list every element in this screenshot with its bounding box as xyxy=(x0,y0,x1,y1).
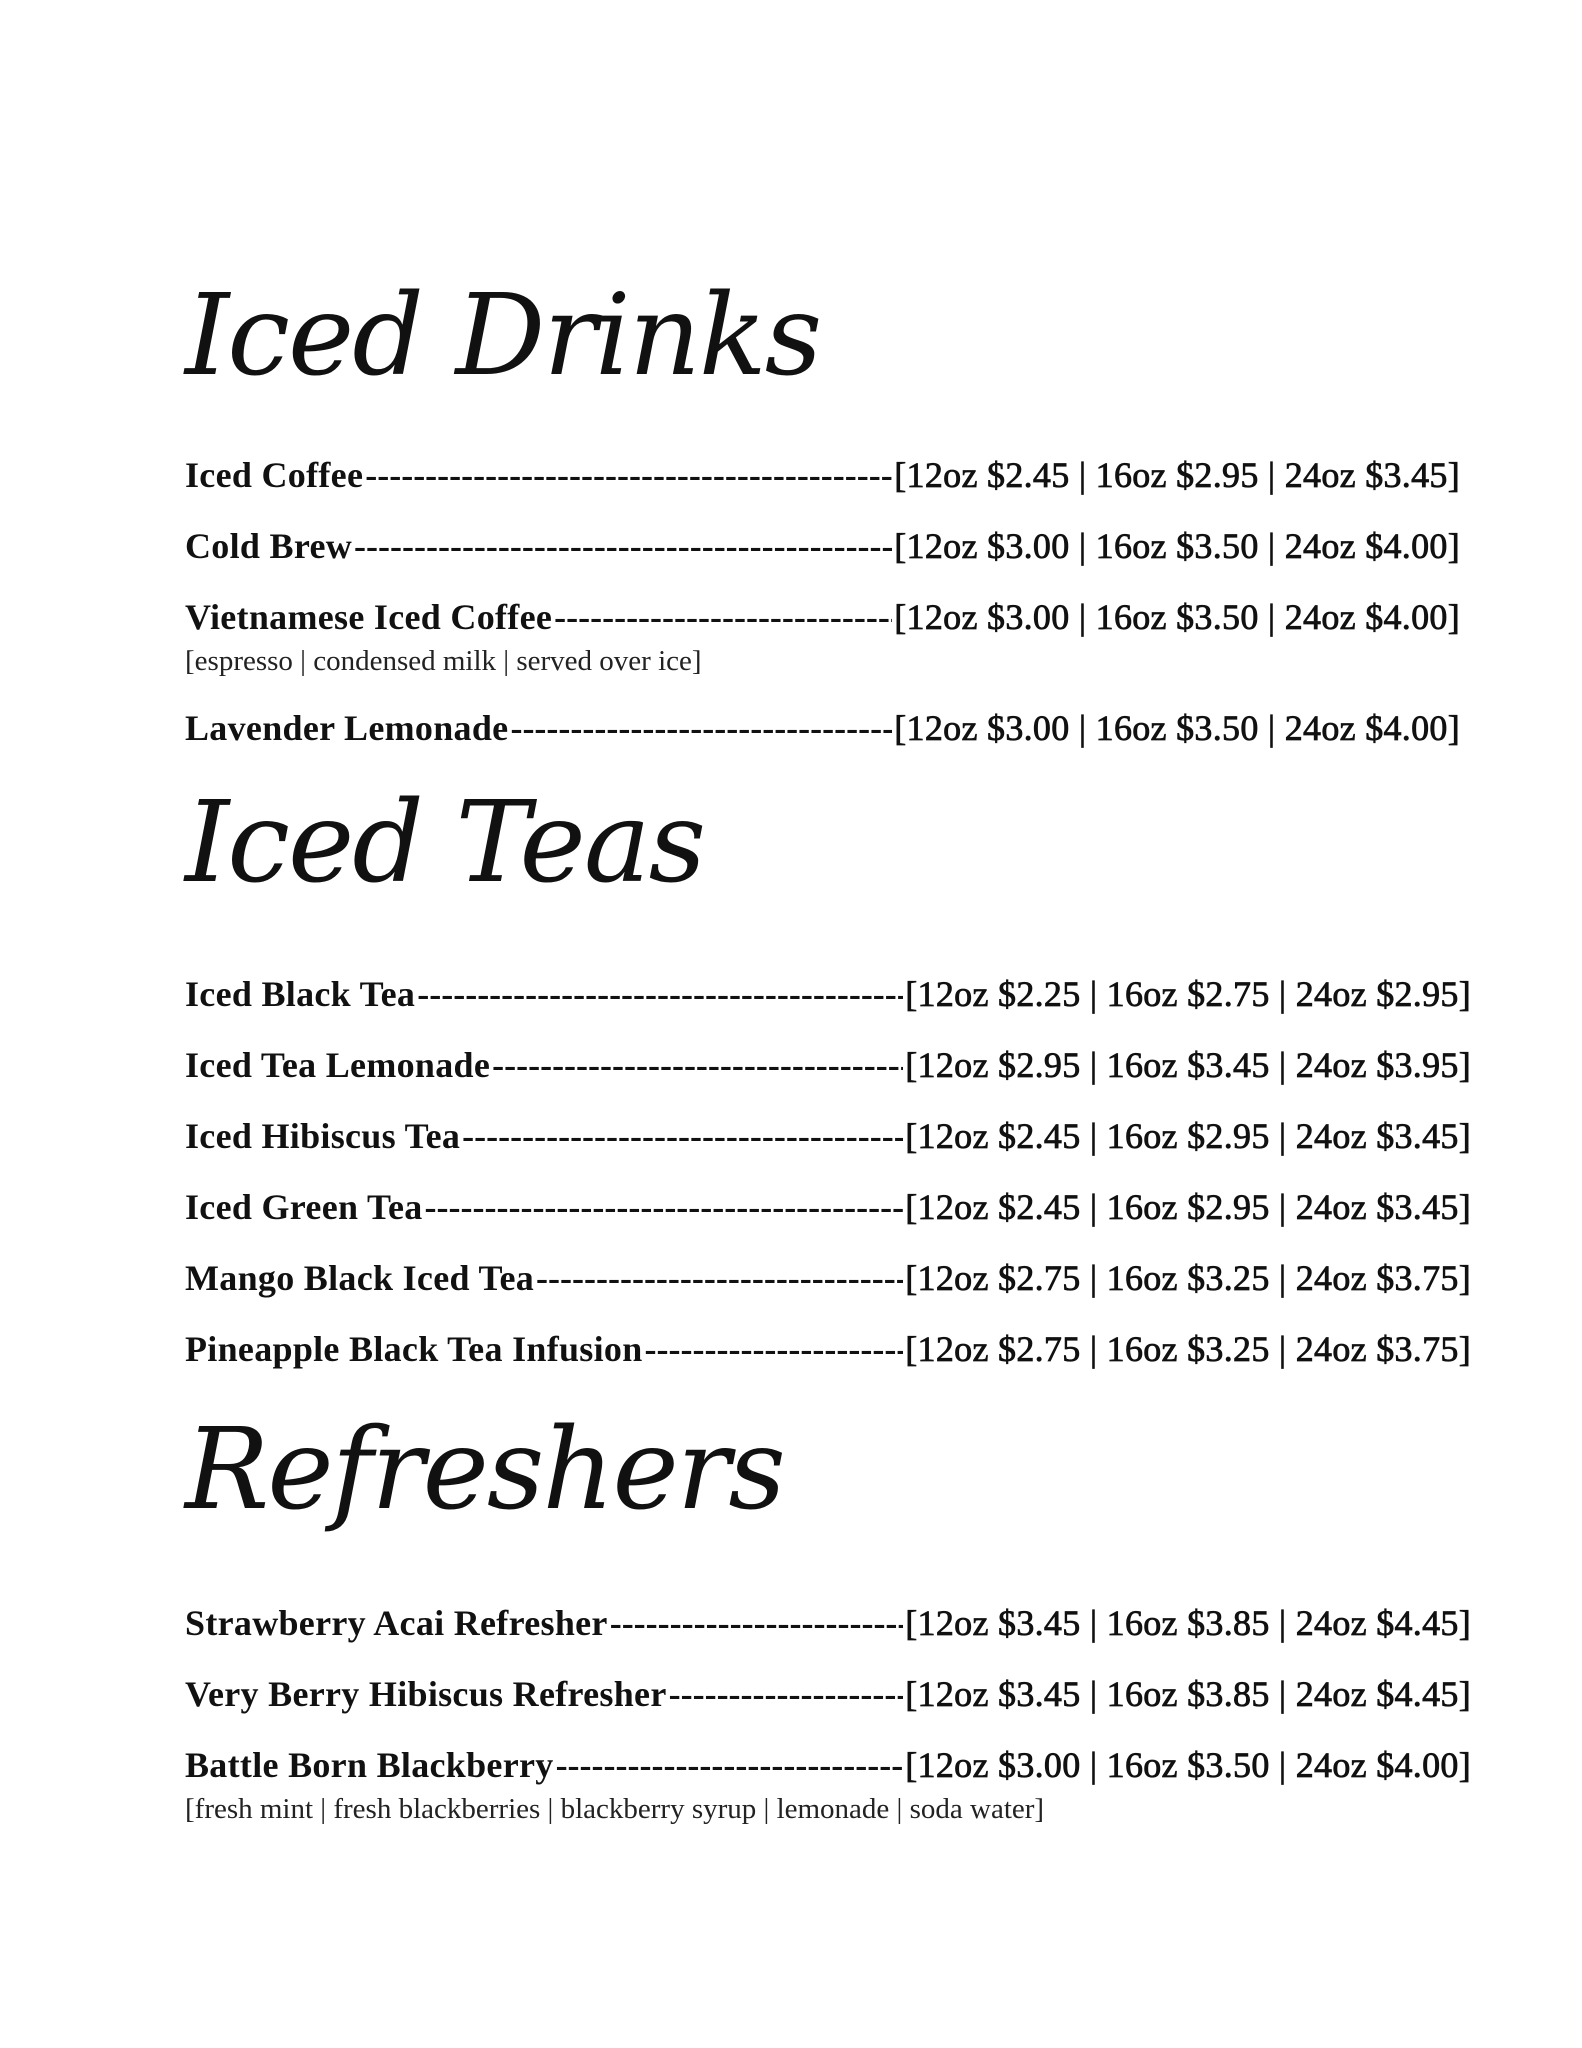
item-price: [12oz $2.45 | 16oz $2.95 | 24oz $3.45] xyxy=(905,1116,1471,1156)
menu-items xyxy=(185,454,1460,749)
leader-dashes xyxy=(510,707,892,749)
leader-dashes xyxy=(645,1328,904,1370)
item-name: Lavender Lemonade xyxy=(185,708,509,748)
item-name: Vietnamese Iced Coffee xyxy=(185,597,553,637)
leader-dashes xyxy=(669,1673,904,1715)
item-price: [12oz $3.00 | 16oz $3.50 | 24oz $4.00] xyxy=(905,1745,1471,1785)
section-refreshers xyxy=(185,1405,1485,1826)
menu-item-line xyxy=(185,525,1460,567)
item-price: [12oz $3.45 | 16oz $3.85 | 24oz $4.45] xyxy=(905,1603,1471,1643)
menu-item-line xyxy=(185,1257,1471,1299)
item-price: [12oz $2.95 | 16oz $3.45 | 24oz $3.95] xyxy=(905,1045,1471,1085)
item-description: [espresso | condensed milk | served over ice] xyxy=(185,645,702,677)
menu-item xyxy=(185,1044,1471,1086)
item-name: Iced Tea Lemonade xyxy=(185,1045,491,1085)
leader-dashes xyxy=(425,1186,904,1228)
item-price: [12oz $3.00 | 16oz $3.50 | 24oz $4.00] xyxy=(894,708,1460,748)
menu-item xyxy=(185,1328,1471,1370)
menu-item-line xyxy=(185,1328,1471,1370)
leader-dashes xyxy=(536,1257,903,1299)
leader-dashes xyxy=(365,454,892,496)
item-name: Battle Born Blackberry xyxy=(185,1745,554,1785)
menu-item-line xyxy=(185,973,1471,1015)
menu-item-line xyxy=(185,1115,1471,1157)
menu-item xyxy=(185,1115,1471,1157)
leader-dashes xyxy=(354,525,892,567)
section-title: Iced Drinks xyxy=(185,271,821,401)
item-price: [12oz $3.45 | 16oz $3.85 | 24oz $4.45] xyxy=(905,1674,1471,1714)
leader-dashes xyxy=(610,1602,904,1644)
menu-item xyxy=(185,1602,1471,1644)
menu-item-line xyxy=(185,1044,1471,1086)
menu-item-line xyxy=(185,1673,1471,1715)
item-price: [12oz $2.45 | 16oz $2.95 | 24oz $3.45] xyxy=(894,455,1460,495)
menu-item xyxy=(185,973,1471,1015)
menu-page xyxy=(185,271,1485,1855)
leader-dashes xyxy=(417,973,903,1015)
leader-dashes xyxy=(556,1744,904,1786)
item-name: Strawberry Acai Refresher xyxy=(185,1603,608,1643)
menu-item xyxy=(185,1673,1471,1715)
menu-item xyxy=(185,1186,1471,1228)
item-price: [12oz $2.45 | 16oz $2.95 | 24oz $3.45] xyxy=(905,1187,1471,1227)
menu-items xyxy=(185,1602,1471,1826)
section-title: Iced Teas xyxy=(185,778,705,908)
section-title: Refreshers xyxy=(185,1405,784,1535)
item-name: Iced Black Tea xyxy=(185,974,416,1014)
menu-item xyxy=(185,707,1460,749)
menu-item-line xyxy=(185,1602,1471,1644)
menu-item-line xyxy=(185,1744,1471,1786)
item-price: [12oz $2.75 | 16oz $3.25 | 24oz $3.75] xyxy=(905,1329,1471,1369)
section-iced-drinks xyxy=(185,271,1485,749)
item-name: Iced Coffee xyxy=(185,455,364,495)
item-name: Iced Hibiscus Tea xyxy=(185,1116,461,1156)
menu-item-line xyxy=(185,596,1460,638)
menu-item-line xyxy=(185,1186,1471,1228)
menu-item xyxy=(185,1744,1471,1826)
menu-item xyxy=(185,454,1460,496)
section-iced-teas xyxy=(185,778,1485,1370)
item-name: Very Berry Hibiscus Refresher xyxy=(185,1674,667,1714)
menu-item-line xyxy=(185,707,1460,749)
menu-items xyxy=(185,973,1471,1370)
item-name: Pineapple Black Tea Infusion xyxy=(185,1329,643,1369)
menu-item-line xyxy=(185,454,1460,496)
item-name: Mango Black Iced Tea xyxy=(185,1258,535,1298)
leader-dashes xyxy=(554,596,892,638)
menu-item xyxy=(185,525,1460,567)
item-price: [12oz $2.75 | 16oz $3.25 | 24oz $3.75] xyxy=(905,1258,1471,1298)
leader-dashes xyxy=(462,1115,903,1157)
item-price: [12oz $3.00 | 16oz $3.50 | 24oz $4.00] xyxy=(894,526,1460,566)
menu-item xyxy=(185,1257,1471,1299)
item-description: [fresh mint | fresh blackberries | blackberry syrup | lemonade | soda water] xyxy=(185,1793,1045,1825)
item-name: Cold Brew xyxy=(185,526,353,566)
menu-item xyxy=(185,596,1460,678)
item-price: [12oz $2.25 | 16oz $2.75 | 24oz $2.95] xyxy=(905,974,1471,1014)
item-price: [12oz $3.00 | 16oz $3.50 | 24oz $4.00] xyxy=(894,597,1460,637)
leader-dashes xyxy=(492,1044,903,1086)
item-name: Iced Green Tea xyxy=(185,1187,423,1227)
